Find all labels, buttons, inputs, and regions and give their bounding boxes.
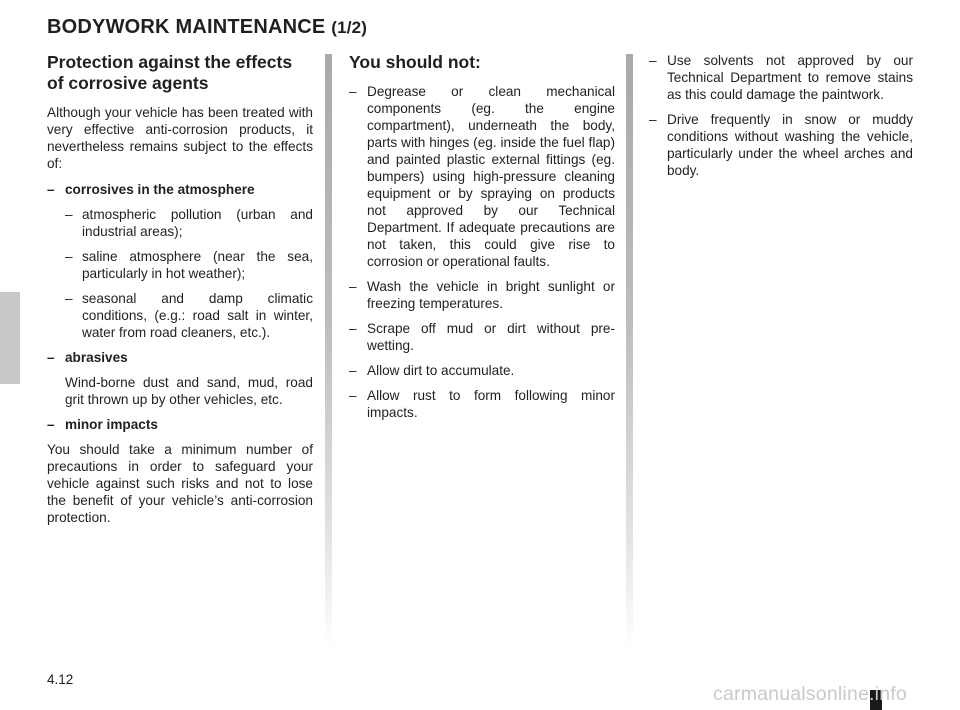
list-item	[349, 362, 615, 379]
list-item-text: seasonal and damp climatic conditions, (e.g.: road salt in winter, water from road cleaners, etc.).	[82, 291, 313, 340]
page-title	[47, 16, 367, 39]
category-abrasives	[47, 349, 313, 366]
list-item-text: Drive frequently in snow or muddy conditions without washing the vehicle, particularly under the wheel arches and body.	[667, 112, 913, 178]
dash-bullet: –	[47, 417, 55, 432]
closing-paragraph: You should take a minimum number of precautions in order to safeguard your vehicle against such risks and not to lose the benefit of your vehicle’s anti-corrosion protection.	[47, 442, 313, 525]
category-atmosphere	[47, 181, 313, 198]
list-item	[649, 52, 913, 103]
dash-bullet: –	[47, 350, 55, 365]
dash-bullet: –	[47, 182, 55, 197]
section-heading-corrosion: Protection against the effects of corrosive agents	[47, 52, 293, 93]
intro-paragraph: Although your vehicle has been treated with very effective anti-corrosion products, it nevertheless remains subject to the effects of:	[47, 105, 313, 171]
list-item-text: Allow dirt to accumulate.	[367, 363, 515, 378]
dash-bullet: –	[349, 388, 357, 403]
list-item	[349, 387, 615, 421]
chapter-tab	[0, 292, 20, 384]
page-number: 4.12	[47, 672, 74, 687]
dash-bullet: –	[349, 363, 357, 378]
column-divider-left	[325, 54, 332, 650]
dash-bullet: –	[65, 249, 73, 264]
list-item	[65, 248, 313, 282]
list-item	[65, 290, 313, 341]
list-item-text: Use solvents not approved by our Technical Department to remove stains as this could damage the paintwork.	[667, 53, 913, 102]
list-item	[349, 320, 615, 354]
list-item-text: Degrease or clean mechanical components (eg. the engine compartment), underneath the body, parts with hinges (eg. inside the fuel flap) and painted plastic external fittings (eg. bumpers) using high-pressure cleaning equipment or by spraying on products not approved by our Technical Department. If adequate precautions are not taken, this could give rise to corrosion or operational faults.	[367, 84, 615, 269]
right-column	[649, 52, 913, 187]
middle-column	[349, 52, 615, 429]
category-label: minor impacts	[65, 417, 158, 432]
list-item-text: atmospheric pollution (urban and industrial areas);	[82, 207, 313, 239]
dash-bullet: –	[349, 279, 357, 294]
category-label: corrosives in the atmosphere	[65, 182, 255, 197]
abrasives-text: Wind-borne dust and sand, mud, road grit thrown up by other vehicles, etc.	[65, 375, 313, 407]
category-label: abrasives	[65, 350, 128, 365]
category-minor-impacts	[47, 416, 313, 433]
dash-bullet: –	[649, 112, 657, 127]
column-divider-right	[626, 54, 633, 650]
section-heading-should-not: You should not:	[349, 52, 481, 72]
page-title-part: (1/2)	[331, 18, 368, 37]
dash-bullet: –	[349, 321, 357, 336]
dash-bullet: –	[349, 84, 357, 99]
watermark: carmanualsonline.info	[713, 683, 907, 705]
list-item	[349, 83, 615, 270]
list-item-text: Wash the vehicle in bright sunlight or freezing temperatures.	[367, 279, 615, 311]
dash-bullet: –	[65, 291, 73, 306]
list-item	[649, 111, 913, 179]
list-item-text: Allow rust to form following minor impacts.	[367, 388, 615, 420]
page-title-text: BODYWORK MAINTENANCE	[47, 16, 326, 38]
dash-bullet: –	[65, 207, 73, 222]
left-column	[47, 52, 313, 526]
dash-bullet: –	[649, 53, 657, 68]
list-item	[349, 278, 615, 312]
list-item-text: Scrape off mud or dirt without pre-wetting.	[367, 321, 615, 353]
list-item-text: saline atmosphere (near the sea, particularly in hot weather);	[82, 249, 313, 281]
list-item	[65, 206, 313, 240]
